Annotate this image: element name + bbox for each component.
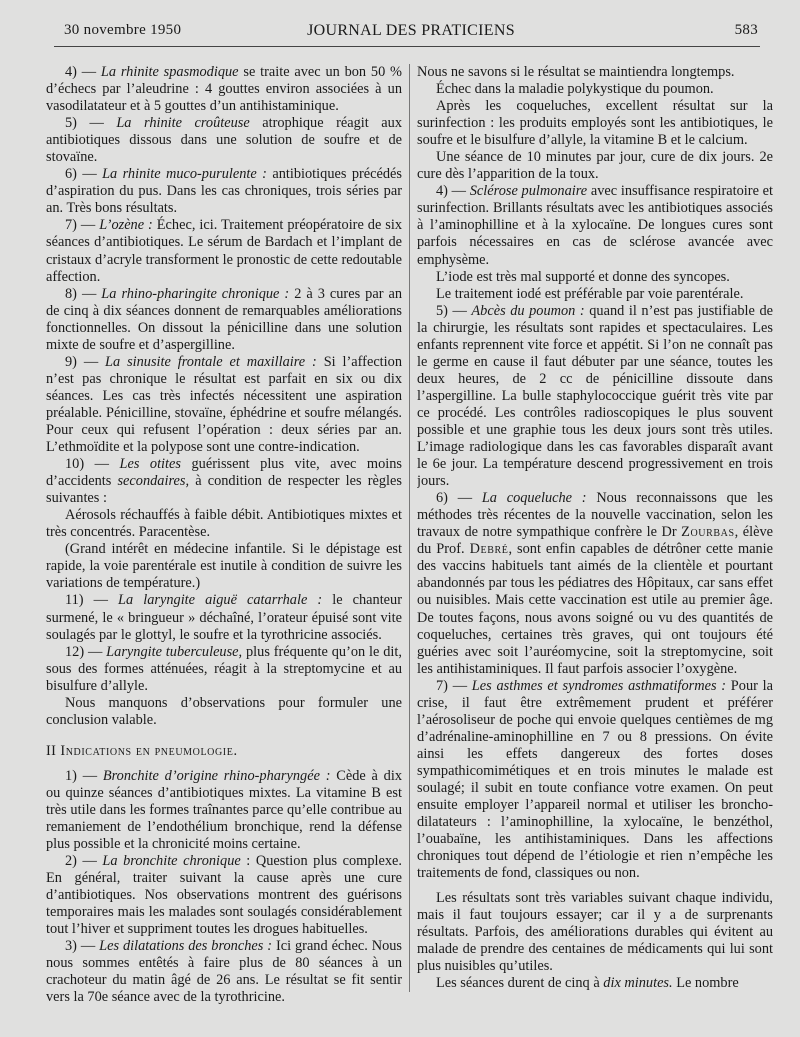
item-number: 11) — [65,592,119,609]
right-column [417,64,773,1004]
item-title: La rhinite spasmodique [100,64,239,80]
item-text: Les résultats sont très variables suivant chaque individu, mais il faut toujours essayer; car il y a de surprenants résultats. Parfois, des améliorations durables qui évitent au malade de prendre des centaines de médicaments qui lui sont plus nuisibles qu’utiles. [417,890,773,975]
item-text: : Question plus complexe. En général, traiter suivant la cause après une cure d’antibiotiques. Nos observations montrent des guérisons temporaires mais les malades sont soulagés considérablement tout l’hiver et suppriment toutes les drogues habituelles. [46,853,402,938]
paragraph [417,975,773,992]
header-date: 30 novembre 1950 [64,22,182,38]
item-text: Pour la crise, il faut être extrêmement prudent et préférer l’aérosoliseur de poche qui envoie quelques centièmes de mg d’adrénaline-aminophilline en 7 ou 8 pressions. On évite ainsi les effets dangereux des fortes doses sympathicomimétiques et en trois minutes le malade est soulagé; il subit en toute confiance votre examen. On peut ensuite employer l’appareil normal et utiliser les broncho-dilatateurs : l’aminophilline, la xylocaïne, le benzéthol, l’ouabaïne, les antihistaminiques. Dans les affections chroniques tout dépend de l’étiologie et rien n’empêche les traitements de fond, classiques ou non. [417,677,773,882]
paragraph [417,98,773,149]
left-column-paragraphs [46,64,402,729]
paragraph [417,81,773,98]
item-number: 2) — [65,853,103,870]
person-name: Zourbas [681,524,735,541]
item-title: La sinusite frontale et maxillaire : [105,353,317,370]
item-number: 9) — [65,353,106,370]
item-text: Une séance de 10 minutes par jour, cure de dix jours. 2e cure dès l’apparition de la toux. [417,149,773,183]
item-number: 3) — [65,938,100,955]
paragraph [46,507,402,541]
left-column [46,64,402,1004]
item-text: Échec dans la maladie polykystique du poumon. [436,81,714,98]
section-heading [46,743,402,760]
section-numeral: II [46,742,61,759]
item-number: 1) — [65,767,103,784]
paragraph [417,490,773,678]
paragraph [417,286,773,303]
item-number: 10) — [65,456,120,473]
item-number: 6) — [65,166,103,183]
item-text-3: , sont enfin capables de détrôner cette manie des vaccins habituels tant aimés de la clientèle et pourtant abandonnés par tous les pédiatres des Hôpitaux, car sans effet ou nuisibles. Mais cette vaccination est utile au premier âge. De toutes façons, nous avons soigné ou vu des quantités de coqueluches, certaines très graves, qui ont toujours été guéries avec soit l’auréomycine, soit la streptomycine, soit les antihistaminiques. Il faut parfois associer l’oxygène. [417,541,773,677]
right-column-paragraphs [417,64,773,993]
item-title: Les dilatations des bronches : [99,938,273,955]
item-title: La rhinite croûteuse [116,115,250,132]
item-number: 4) — [65,64,101,80]
paragraph [46,644,402,695]
item-title: La rhino-pharingite chronique : [101,285,290,302]
paragraph [46,456,402,507]
item-text-2: Le nombre [672,975,739,992]
item-title: L’ozène : [99,217,153,234]
item-text: guérissent plus vite, avec moins d’accidents [46,456,402,490]
item-title: Laryngite tuberculeuse, [106,643,243,660]
item-text: Cède à dix ou quinze séances d’antibiotiques mixtes. La vitamine B est très utile dans les formes traînantes parce qu’elle contribue au remaniement de l’endothélium bronchique, rend la défense plus possible et la chronicité moins certaine. [46,767,402,853]
item-text: (Grand intérêt en médecine infantile. Si le dépistage est rapide, la voie parentérale est inutile à condition de suivre les variations de température.) [46,541,402,592]
paragraph [46,938,402,1004]
item-text-2: à condition de respecter les règles suivantes : [46,473,402,507]
paragraph [417,678,773,883]
header-journal-title: JOURNAL DES PRATICIENS [307,22,515,39]
paragraph [46,115,402,166]
page-header [64,22,758,44]
item-text: antibiotiques précédés d’aspiration du pus. Dans les cas chroniques, trois séries par an. Très bons résultats. [46,166,402,217]
item-number: 7) — [65,217,100,234]
item-number: 5) — [436,302,472,319]
item-text: L’iode est très mal supporté et donne des syncopes. [436,268,730,285]
item-text: Si l’affection n’est pas chronique le résultat est parfait en six ou dix séances. Les cas très infectés nécessitent une aspiration préalable. Pénicilline, stovaïne, éphédrine et soufre mélangés. Pour ceux qui refusent l’opération : deux séries par an. L’ethmoïdite et la polypose sont une contre-indication. [46,353,402,456]
item-title: Les otites [119,456,181,473]
item-title: La laryngite aiguë catarrhale : [118,592,323,609]
item-text: quand il n’est pas justifiable de la chirurgie, les résultats sont rapides et spectaculaires. Les enfants reprennent vite force et appétit. Si l’on ne connaît pas le germe en cause il faut débuter par une séance, toutes les deux heures, de 2 cc de pénicilline dissoute dans l’aspergilline. La bulle staphylococcique guérit très vite par ce procédé. Les contrôles radioscopiques le plus souvent possible et une graphie tous les deux jours sont très utiles. L’image radiologique dans les cas favorables disparaît avant le 6e jour. La température descend progressivement en trois jours. [417,302,773,490]
paragraph [417,149,773,183]
header-page-number: 583 [734,22,758,38]
paragraph [46,695,402,729]
item-text: Ici grand échec. Nous nous sommes entêtés à faire plus de 80 séances à un crachoteur du matin âgé de 26 ans. Le résultat se fit sentir vers la 70e séance avec de la tyrothricine. [46,938,402,1004]
item-number: 4) — [436,183,470,200]
item-number: 8) — [65,285,102,302]
paragraph [417,64,773,81]
item-text: Nous manquons d’observations pour formuler une conclusion valable. [46,694,402,728]
paragraph [46,64,402,115]
item-text: Nous ne savons si le résultat se maintiendra longtemps. [417,64,735,80]
item-title-2: dix minutes. [603,975,673,992]
paragraph [46,768,402,853]
left-column-paragraphs-2 [46,768,402,1004]
item-title: Sclérose pulmonaire [469,183,588,200]
paragraph [417,890,773,975]
item-text: le chanteur surmené, le « bringueur » déchaîné, l’orateur épuisé sont vite soulagés par le glottyl, le soufre et la tyrothricine associés. [46,592,402,643]
item-number: 6) — [436,490,482,507]
section-title: Indications en pneumologie. [60,742,238,759]
item-text: Aérosols réchauffés à faible débit. Antibiotiques mixtes et très concentrés. Paracentèse. [46,507,402,541]
item-text: Les séances durent de cinq à [436,975,604,992]
paragraph [417,269,773,286]
item-text: se traite avec un bon 50 % d’échecs par l’aleudrine : 4 gouttes environ associées à un vasodilatateur et à 5 gouttes d’un antihistaminique. [46,64,402,115]
item-title: Les asthmes et syndromes asthmatiformes : [471,677,727,694]
item-title: Abcès du poumon : [471,302,585,319]
person-name-2: Debré [469,541,509,558]
paragraph [417,183,773,268]
paragraph [46,217,402,285]
item-text-2: , élève du Prof. [417,524,773,558]
item-text: Nous reconnaissons que les méthodes très récentes de la nouvelle vaccination, selon les travaux de notre sympathique confrère le Dr [417,490,773,541]
item-text: Le traitement iodé est préférable par voie parentérale. [436,285,744,302]
item-text: atrophique réagit aux antibiotiques dissous dans une solution de soufre et de stovaïne. [46,115,402,166]
header-rule [54,46,760,47]
paragraph [46,354,402,456]
item-title: Bronchite d’origine rhino-pharyngée : [102,767,331,784]
item-number: 7) — [436,677,472,694]
paragraph [46,166,402,217]
item-text: avec insuffisance respiratoire et surinfection. Brillants résultats avec les antibiotiques associés à l’aminophilline et à la xylocaïne. De longues cures sont parfois nécessaires en cas de sclérose avancée avec emphysème. [417,183,773,268]
paragraph [46,853,402,938]
item-text: 2 à 3 cures par an de cinq à dix séances donnent de remarquables améliorations fonctionnelles. On dissout la pénicilline dans une solution mixte de soufre et d’aspergilline. [46,285,402,353]
item-number: 12) — [65,643,107,660]
item-text: Après les coqueluches, excellent résultat sur la surinfection : les produits employés sont les antibiotiques, le soufre et le bisulfure d’allyle, la vitamine B et le calcium. [417,98,773,149]
item-title: La rhinite muco-purulente : [102,166,267,183]
item-title: La bronchite chronique [102,853,241,870]
item-text: plus fréquente qu’on le dit, sous des formes atténuées, réagit à la streptomycine et au bisulfure d’allyle. [46,643,402,694]
paragraph [46,541,402,592]
item-title-2: secondaires, [117,473,190,490]
paragraph [46,286,402,354]
item-title: La coqueluche : [481,490,587,507]
paragraph [417,303,773,491]
column-divider [409,64,410,992]
item-text: Échec, ici. Traitement préopératoire de six séances d’antibiotiques. Le sérum de Bardach et l’implant de cristaux d’acryle transforment le pronostic de cette redoutable affection. [46,217,402,285]
paragraph [46,592,402,643]
item-number: 5) — [65,115,117,132]
